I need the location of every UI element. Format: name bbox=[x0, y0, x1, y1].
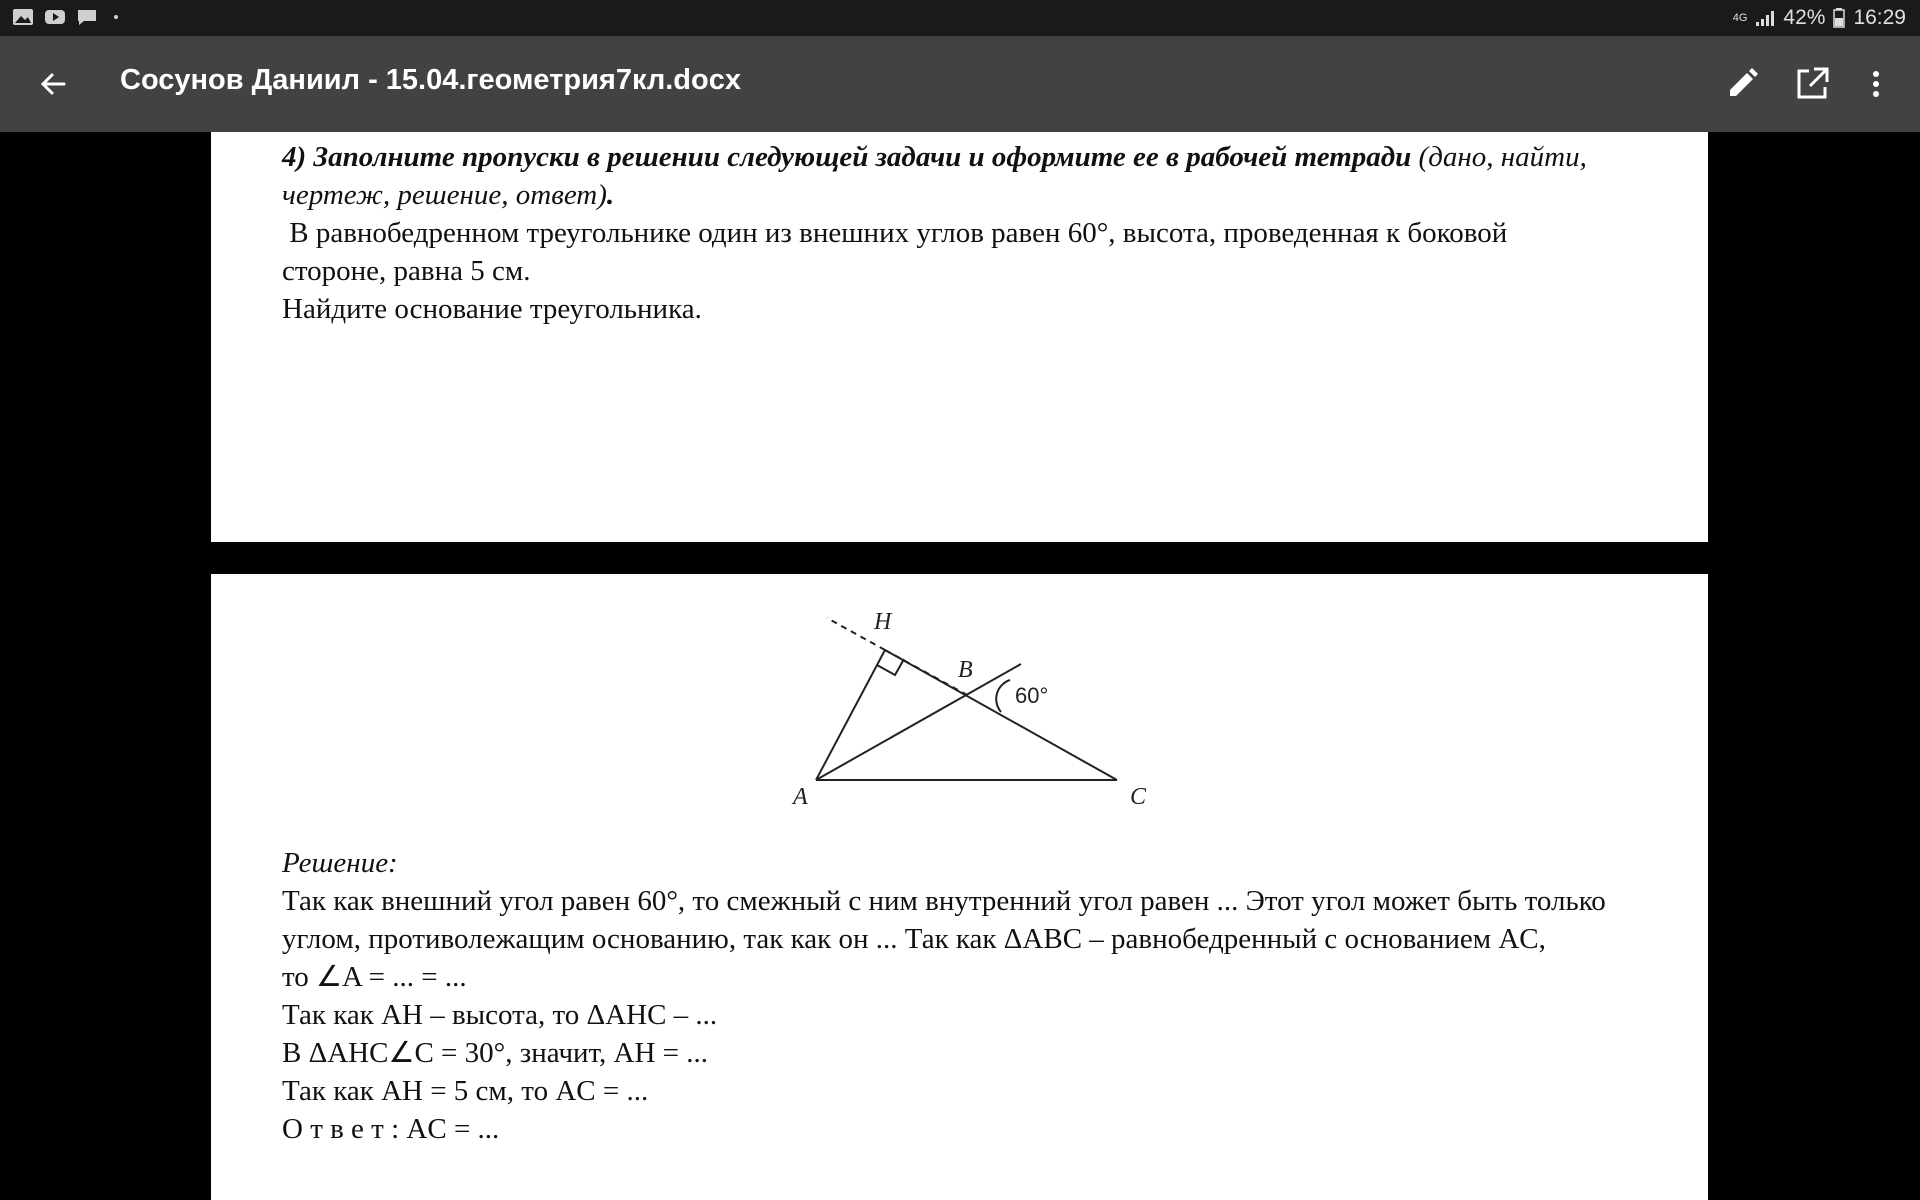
network-indicator: 4G bbox=[1732, 12, 1748, 24]
status-bar bbox=[0, 0, 1920, 36]
task-heading-bold: 4) Заполните пропуски в решении следующей задачи и оформите ее в рабочей тетради bbox=[282, 141, 1412, 173]
document-page-2 bbox=[211, 574, 1708, 1200]
problem-line-2: стороне, равна 5 см. bbox=[282, 255, 531, 287]
solution-line-3: то ∠A = ... = ... bbox=[282, 961, 467, 993]
more-vert-icon[interactable] bbox=[1856, 64, 1896, 104]
youtube-icon bbox=[44, 8, 66, 26]
task-heading bbox=[282, 138, 1678, 214]
open-external-icon[interactable] bbox=[1792, 64, 1832, 104]
image-icon bbox=[12, 8, 34, 26]
problem-question: Найдите основание треугольника. bbox=[282, 293, 702, 325]
problem-line-1: В равнобедренном треугольнике один из внешних углов равен 60°, высота, проведенная к боковой bbox=[282, 217, 1508, 249]
clock: 16:29 bbox=[1853, 6, 1906, 29]
solution-text bbox=[282, 844, 1678, 1148]
label-h: H bbox=[874, 609, 892, 635]
angle-label: 60° bbox=[1015, 683, 1049, 708]
task-text bbox=[282, 138, 1678, 328]
edit-icon[interactable] bbox=[1722, 64, 1762, 104]
back-arrow-icon[interactable] bbox=[34, 64, 74, 104]
solution-answer: О т в е т : AC = ... bbox=[282, 1113, 500, 1145]
document-page-1 bbox=[211, 132, 1708, 542]
triangle-figure bbox=[781, 604, 1161, 814]
label-b: B bbox=[958, 657, 973, 683]
solution-title: Решение: bbox=[282, 847, 398, 879]
document-title: Сосунов Даниил - 15.04.геометрия7кл.docx bbox=[120, 64, 741, 96]
extension-dashed bbox=[885, 650, 969, 696]
side-hc bbox=[885, 650, 1117, 780]
solution-line-6: Так как AH = 5 см, то AC = ... bbox=[282, 1075, 649, 1107]
angle-arc bbox=[996, 680, 1010, 712]
battery-icon bbox=[1833, 8, 1845, 28]
battery-percent: 42% bbox=[1783, 6, 1826, 29]
task-heading-end: . bbox=[606, 179, 615, 211]
task-heading-italic: (дано, найти, чертеж, решение, ответ) bbox=[282, 141, 1587, 211]
app-bar bbox=[0, 36, 1920, 132]
solution-line-1: Так как внешний угол равен 60°, то смежный с ним внутренний угол равен ... Этот угол может быть только bbox=[282, 885, 1606, 917]
message-icon bbox=[76, 8, 98, 26]
solution-line-5: В ΔAHC∠C = 30°, значит, AH = ... bbox=[282, 1037, 709, 1069]
solution-line-4: Так как AH – высота, то ΔAHC – ... bbox=[282, 999, 718, 1031]
label-c: C bbox=[1130, 784, 1147, 810]
label-a: A bbox=[793, 784, 808, 810]
solution-line-2: углом, противолежащим основанию, так как он ... Так как ΔABC – равнобедренный с основанием AC, bbox=[282, 923, 1546, 955]
dot-icon bbox=[108, 8, 130, 26]
signal-icon bbox=[1755, 9, 1775, 27]
right-angle-mark bbox=[877, 659, 904, 675]
